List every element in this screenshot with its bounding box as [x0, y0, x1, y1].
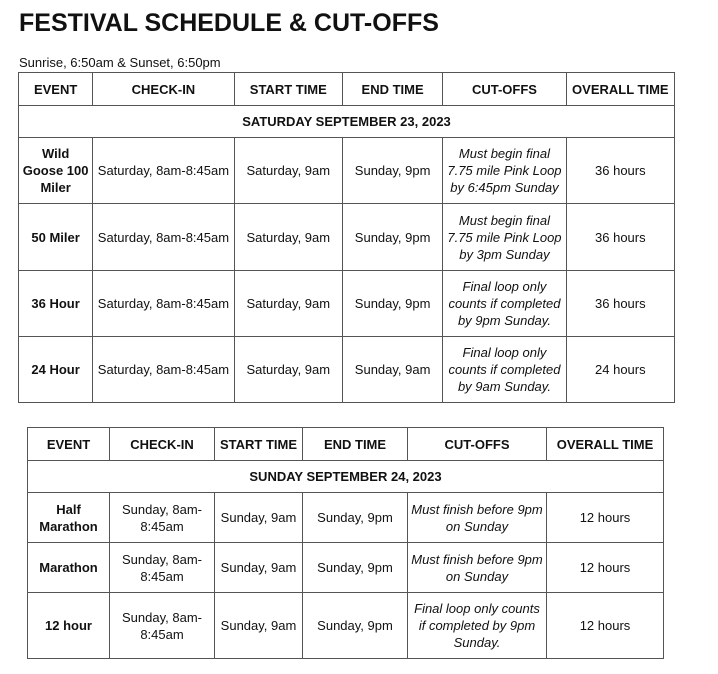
start-cell: Sunday, 9am	[215, 493, 303, 543]
event-cell: 50 Miler	[19, 204, 93, 271]
start-cell: Saturday, 9am	[234, 337, 342, 403]
overall-cell: 12 hours	[547, 543, 664, 593]
checkin-cell: Saturday, 8am-8:45am	[93, 138, 234, 204]
overall-cell: 36 hours	[566, 204, 674, 271]
cutoff-cell: Must finish before 9pm on Sunday	[408, 493, 547, 543]
header-start-time: START TIME	[234, 73, 342, 106]
event-cell: 12 hour	[28, 593, 110, 659]
day-label: SATURDAY SEPTEMBER 23, 2023	[19, 106, 675, 138]
table-header-row	[19, 73, 675, 106]
start-cell: Sunday, 9am	[215, 593, 303, 659]
start-cell: Saturday, 9am	[234, 271, 342, 337]
end-cell: Sunday, 9pm	[342, 204, 442, 271]
end-cell: Sunday, 9pm	[303, 543, 408, 593]
cutoff-cell: Must begin final 7.75 mile Pink Loop by 3pm Sunday	[443, 204, 566, 271]
page-subtitle: Sunrise, 6:50am & Sunset, 6:50pm	[19, 55, 221, 70]
overall-cell: 36 hours	[566, 271, 674, 337]
checkin-cell: Sunday, 8am-8:45am	[110, 543, 215, 593]
event-cell: 36 Hour	[19, 271, 93, 337]
table-row	[19, 138, 675, 204]
event-cell: 24 Hour	[19, 337, 93, 403]
overall-cell: 36 hours	[566, 138, 674, 204]
header-cut-offs: CUT-OFFS	[408, 428, 547, 461]
end-cell: Sunday, 9pm	[342, 271, 442, 337]
header-check-in: CHECK-IN	[110, 428, 215, 461]
checkin-cell: Sunday, 8am-8:45am	[110, 593, 215, 659]
start-cell: Sunday, 9am	[215, 543, 303, 593]
header-end-time: END TIME	[342, 73, 442, 106]
table-row	[28, 593, 664, 659]
checkin-cell: Saturday, 8am-8:45am	[93, 204, 234, 271]
header-cut-offs: CUT-OFFS	[443, 73, 566, 106]
sunday-schedule-table	[27, 427, 664, 659]
overall-cell: 12 hours	[547, 493, 664, 543]
day-row	[28, 461, 664, 493]
end-cell: Sunday, 9pm	[303, 593, 408, 659]
table-row	[19, 271, 675, 337]
end-cell: Sunday, 9pm	[303, 493, 408, 543]
header-start-time: START TIME	[215, 428, 303, 461]
start-cell: Saturday, 9am	[234, 138, 342, 204]
event-cell: Half Marathon	[28, 493, 110, 543]
header-end-time: END TIME	[303, 428, 408, 461]
event-cell: Wild Goose 100 Miler	[19, 138, 93, 204]
end-cell: Sunday, 9pm	[342, 138, 442, 204]
header-event: EVENT	[28, 428, 110, 461]
table-row	[19, 337, 675, 403]
table-row	[19, 204, 675, 271]
cutoff-cell: Final loop only counts if completed by 9pm Sunday.	[443, 271, 566, 337]
cutoff-cell: Must begin final 7.75 mile Pink Loop by 6:45pm Sunday	[443, 138, 566, 204]
header-overall-time: OVERALL TIME	[547, 428, 664, 461]
end-cell: Sunday, 9am	[342, 337, 442, 403]
saturday-schedule-table	[18, 72, 675, 403]
table-row	[28, 543, 664, 593]
checkin-cell: Saturday, 8am-8:45am	[93, 271, 234, 337]
start-cell: Saturday, 9am	[234, 204, 342, 271]
page-title: FESTIVAL SCHEDULE & CUT-OFFS	[19, 9, 439, 37]
checkin-cell: Sunday, 8am-8:45am	[110, 493, 215, 543]
header-overall-time: OVERALL TIME	[566, 73, 674, 106]
event-cell: Marathon	[28, 543, 110, 593]
table-header-row	[28, 428, 664, 461]
header-event: EVENT	[19, 73, 93, 106]
table-row	[28, 493, 664, 543]
checkin-cell: Saturday, 8am-8:45am	[93, 337, 234, 403]
overall-cell: 12 hours	[547, 593, 664, 659]
cutoff-cell: Must finish before 9pm on Sunday	[408, 543, 547, 593]
day-row	[19, 106, 675, 138]
day-label: SUNDAY SEPTEMBER 24, 2023	[28, 461, 664, 493]
cutoff-cell: Final loop only counts if completed by 9am Sunday.	[443, 337, 566, 403]
cutoff-cell: Final loop only counts if completed by 9pm Sunday.	[408, 593, 547, 659]
header-check-in: CHECK-IN	[93, 73, 234, 106]
overall-cell: 24 hours	[566, 337, 674, 403]
